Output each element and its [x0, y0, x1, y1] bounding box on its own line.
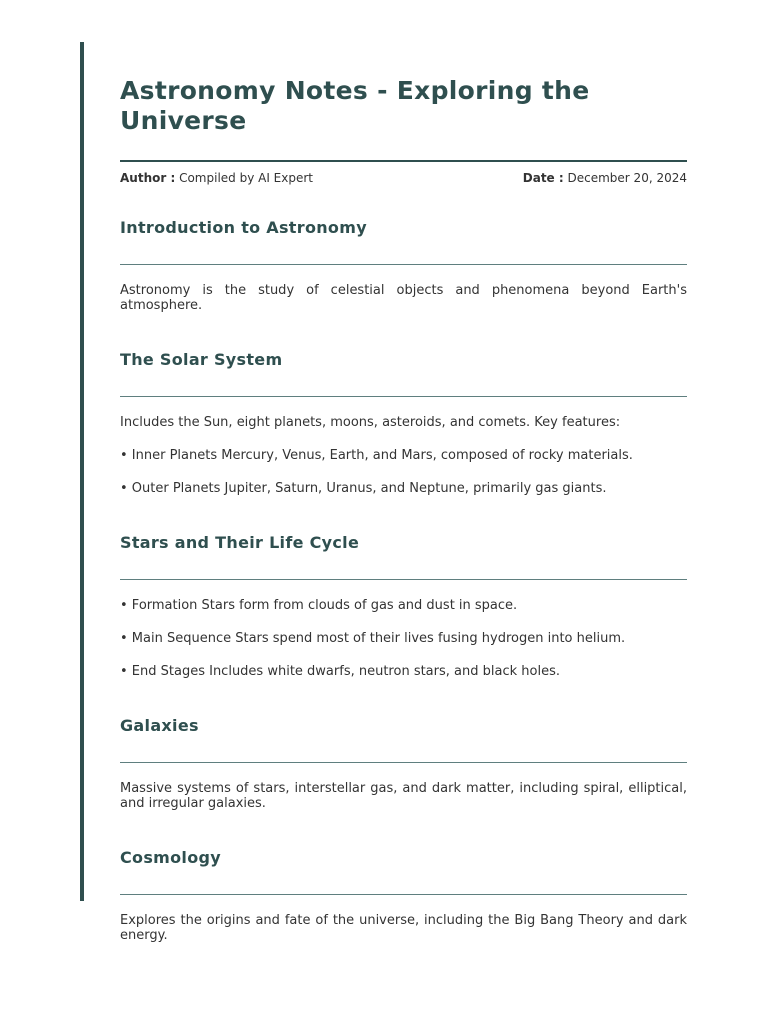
section-divider — [120, 762, 687, 763]
date-info — [523, 171, 687, 185]
section-text: Explores the origins and fate of the universe, including the Big Bang Theory and dark energy. — [120, 913, 687, 943]
section-text: Includes the Sun, eight planets, moons, asteroids, and comets. Key features: — [120, 415, 621, 430]
section-title: Galaxies — [120, 716, 199, 735]
document-title: Astronomy Notes - Exploring the Universe — [120, 76, 590, 135]
bullet-item: • Formation Stars form from clouds of gas and dust in space. — [120, 598, 518, 613]
section-cosmology — [120, 848, 687, 943]
section-title: The Solar System — [120, 350, 283, 369]
author-label: Author : — [120, 171, 176, 185]
author-info — [120, 171, 313, 185]
bullet-item: • Inner Planets Mercury, Venus, Earth, and Mars, composed of rocky materials. — [120, 448, 633, 463]
bullet-item: • End Stages Includes white dwarfs, neutron stars, and black holes. — [120, 664, 560, 679]
section-divider — [120, 579, 687, 580]
bullet-item: • Main Sequence Stars spend most of their lives fusing hydrogen into helium. — [120, 631, 626, 646]
section-text: Astronomy is the study of celestial objects and phenomena beyond Earth's atmosphere. — [120, 283, 687, 313]
author-value: Compiled by AI Expert — [179, 171, 314, 185]
section-title: Stars and Their Life Cycle — [120, 533, 360, 552]
section-galaxies — [120, 716, 687, 811]
section-title: Introduction to Astronomy — [120, 218, 367, 237]
section-divider — [120, 894, 687, 895]
title-divider — [120, 160, 687, 162]
section-stars — [120, 533, 687, 679]
section-solar-system — [120, 350, 687, 496]
section-title: Cosmology — [120, 848, 221, 867]
page-left-border — [80, 42, 84, 901]
date-label: Date : — [522, 171, 564, 185]
section-divider — [120, 264, 687, 265]
section-divider — [120, 396, 687, 397]
section-introduction — [120, 218, 687, 313]
section-text: Massive systems of stars, interstellar gas, and dark matter, including spiral, elliptical, and irregular galaxies. — [120, 781, 687, 811]
date-value: December 20, 2024 — [567, 171, 687, 185]
document-content — [120, 42, 687, 943]
bullet-item: • Outer Planets Jupiter, Saturn, Uranus, and Neptune, primarily gas giants. — [120, 481, 607, 496]
document-meta — [120, 171, 687, 185]
